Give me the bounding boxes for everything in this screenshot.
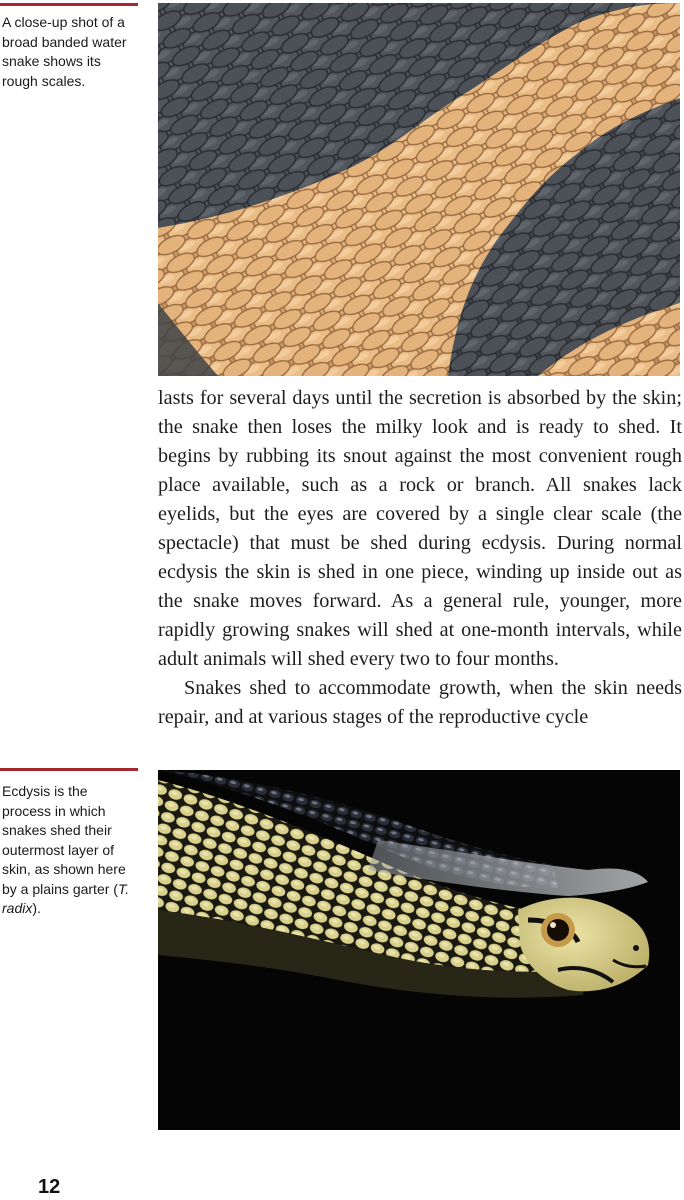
caption-species-name: T. radix (2, 880, 130, 916)
scales-illustration (158, 3, 680, 376)
body-text (158, 384, 682, 732)
body-paragraph-1: lasts for several days until the secretion is absorbed by the skin; the snake then loses the milky look and is ready to shed. It begins by rubbing its snout against the most convenient rough place available, such as a rock or branch. All snakes lack eyelids, but the eyes are covered by a single clear scale (the spectacle) that must be shed during ecdysis. During normal ecdysis the skin is shed in one piece, winding up inside out as the snake moves forward. As a general rule, younger, more rapidly growing snakes will shed at one-month intervals, while adult animals will shed every two to four months. (158, 387, 682, 670)
caption-rule-top (0, 3, 138, 6)
caption-rule-bottom (0, 768, 138, 771)
caption-scales: A close-up shot of a broad banded water snake shows its rough scales. (2, 14, 127, 89)
caption-ecdysis (2, 782, 138, 919)
caption-ecdysis-end: ). (32, 900, 41, 916)
caption-ecdysis-text: Ecdysis is the process in which snakes shed their outermost layer of skin, as shown here by a plains garter ( (2, 783, 126, 897)
photo-garter-snake-shedding (158, 770, 680, 1130)
garter-snake-illustration (158, 770, 680, 1130)
page-number: 12 (38, 1176, 61, 1198)
body-paragraph-2: Snakes shed to accommodate growth, when the skin needs repair, and at various stages of the reproductive cycle (158, 677, 682, 728)
photo-snake-scales (158, 3, 680, 376)
